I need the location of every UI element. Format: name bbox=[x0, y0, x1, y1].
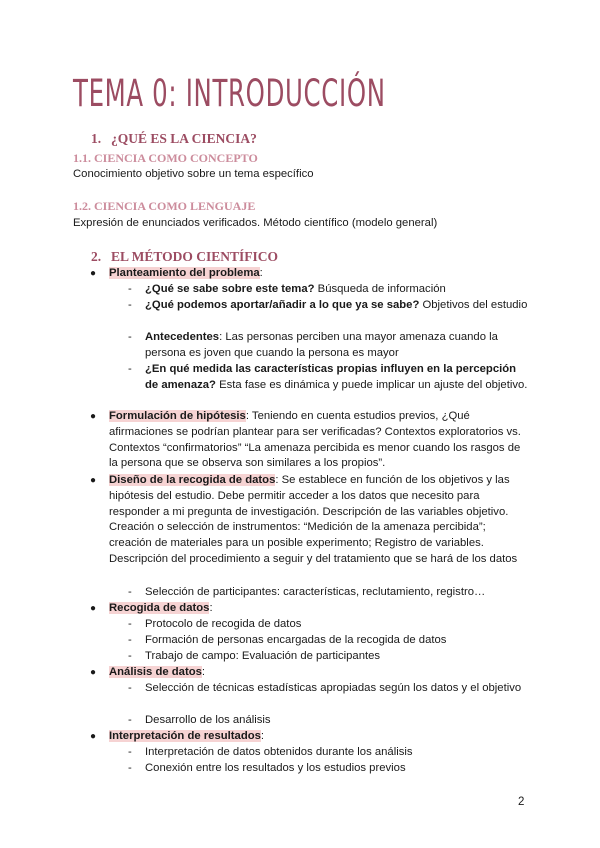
list-item-formulacion bbox=[90, 409, 530, 472]
dash-icon: - bbox=[128, 618, 132, 630]
subsection-1-2-text: Expresión de enunciados verificados. Método científico (modelo general) bbox=[73, 217, 438, 229]
sub-item-text: Objetivos del estudio bbox=[419, 299, 528, 311]
item-label: Recogida de datos bbox=[109, 602, 210, 614]
item-label: Planteamiento del problema bbox=[109, 267, 260, 279]
bullet-icon: ● bbox=[90, 411, 97, 422]
sub-item-text: Protocolo de recogida de datos bbox=[145, 618, 302, 630]
sub-item-text: Esta fase es dinámica y puede implicar un ajuste del objetivo. bbox=[215, 378, 528, 391]
sub-item bbox=[128, 681, 530, 697]
list-item-recogida bbox=[90, 601, 530, 617]
section-1-number: 1. bbox=[91, 131, 102, 146]
item-label: Diseño de la recogida de datos bbox=[109, 474, 276, 486]
bullet-icon: ● bbox=[90, 603, 97, 614]
page-title: TEMA 0: INTRODUCCIÓN bbox=[73, 72, 386, 115]
bullet-icon: ● bbox=[90, 268, 97, 279]
list-item-planteamiento bbox=[90, 266, 530, 282]
section-2-number: 2. bbox=[91, 249, 102, 264]
bullet-icon: ● bbox=[90, 731, 97, 742]
sub-item-text: Selección de técnicas estadísticas apropiadas según los datos y el objetivo bbox=[145, 682, 522, 694]
subsection-1-1-text: Conocimiento objetivo sobre un tema específico bbox=[73, 168, 314, 180]
sub-item bbox=[128, 617, 530, 633]
item-label: Interpretación de resultados bbox=[109, 730, 261, 742]
dash-icon: - bbox=[128, 714, 132, 726]
dash-icon: - bbox=[128, 299, 132, 311]
sub-item-bold: ¿Qué se sabe sobre este tema? bbox=[145, 283, 315, 295]
sub-item-text: Selección de participantes: características, reclutamiento, registro… bbox=[145, 586, 486, 598]
sub-item-text: Formación de personas encargadas de la recogida de datos bbox=[145, 634, 447, 646]
sub-item-bold: Antecedentes bbox=[145, 331, 220, 343]
sub-item bbox=[128, 330, 530, 362]
sub-item-text: Trabajo de campo: Evaluación de participantes bbox=[145, 650, 381, 662]
section-1-heading bbox=[91, 131, 257, 147]
item-text: : bbox=[209, 602, 213, 614]
bullet-icon: ● bbox=[90, 667, 97, 678]
section-2-title: EL MÉTODO CIENTÍFICO bbox=[111, 249, 279, 264]
sub-item-bold: ¿Qué podemos aportar/añadir a lo que ya se sabe? bbox=[145, 299, 420, 311]
bullet-icon: ● bbox=[90, 475, 97, 486]
dash-icon: - bbox=[128, 283, 132, 295]
sub-item bbox=[128, 298, 530, 314]
item-text: : bbox=[259, 267, 263, 279]
item-text: : bbox=[201, 666, 206, 678]
subsection-1-1-heading: 1.1. CIENCIA COMO CONCEPTO bbox=[73, 151, 258, 165]
sub-item bbox=[128, 649, 530, 665]
sub-item bbox=[128, 633, 530, 649]
sub-item bbox=[128, 282, 530, 298]
sub-item-text: Desarrollo de los análisis bbox=[145, 714, 271, 726]
section-2-heading bbox=[91, 249, 278, 265]
section-1-title: ¿QUÉ ES LA CIENCIA? bbox=[111, 131, 257, 146]
sub-item-text: Conexión entre los resultados y los estudios previos bbox=[145, 762, 406, 774]
sub-item bbox=[128, 761, 530, 777]
item-label: Formulación de hipótesis bbox=[109, 410, 246, 422]
sub-item bbox=[128, 745, 530, 761]
item-text: : Teniendo en cuenta estudios previos, ¿Qué afirmaciones se podrían plantear para ser verificadas? Contextos exploratorios vs. Contextos “confirmatorios” “La amenaza percibida es menor cuando los rasgos de la persona que se observa son similares a los propios”. bbox=[109, 410, 521, 470]
sub-item bbox=[128, 362, 530, 394]
sub-item-text: : Las personas perciben una mayor amenaza cuando la persona es joven que cuando la persona es mayor bbox=[145, 331, 498, 359]
list-item-diseno bbox=[90, 473, 530, 568]
list-item-interpretacion bbox=[90, 729, 530, 745]
list-item-analisis bbox=[90, 665, 530, 681]
sub-item bbox=[128, 713, 530, 729]
sub-item-text: Interpretación de datos obtenidos durante los análisis bbox=[145, 746, 413, 758]
page-number: 2 bbox=[518, 796, 525, 808]
dash-icon: - bbox=[128, 762, 132, 774]
dash-icon: - bbox=[128, 634, 132, 646]
item-label: Análisis de datos bbox=[109, 666, 202, 678]
sub-item-bold: ¿En qué medida las características propias influyen en la percepción de amenaza? bbox=[145, 363, 517, 391]
sub-item bbox=[128, 585, 530, 601]
item-text: : Se establece en función de los objetivos y las hipótesis del estudio. Debe permitir acceder a los datos que necesito para responder a mi pregunta de investigación. Descripción de las variables objetivo. Creación o selección de instrumentos: “Medición de la amenaza percibida”; creación de materiales para un posible experimento; Registro de variables. Descripción del procedimiento a seguir y del tratamiento que se hará de los datos bbox=[109, 474, 518, 565]
dash-icon: - bbox=[128, 331, 132, 343]
dash-icon: - bbox=[128, 586, 132, 598]
dash-icon: - bbox=[128, 650, 132, 662]
dash-icon: - bbox=[128, 363, 132, 375]
dash-icon: - bbox=[128, 746, 132, 758]
sub-item-text: Búsqueda de información bbox=[314, 283, 446, 295]
dash-icon: - bbox=[128, 682, 132, 694]
item-text: : bbox=[260, 730, 265, 742]
subsection-1-2-heading: 1.2. CIENCIA COMO LENGUAJE bbox=[73, 199, 256, 213]
